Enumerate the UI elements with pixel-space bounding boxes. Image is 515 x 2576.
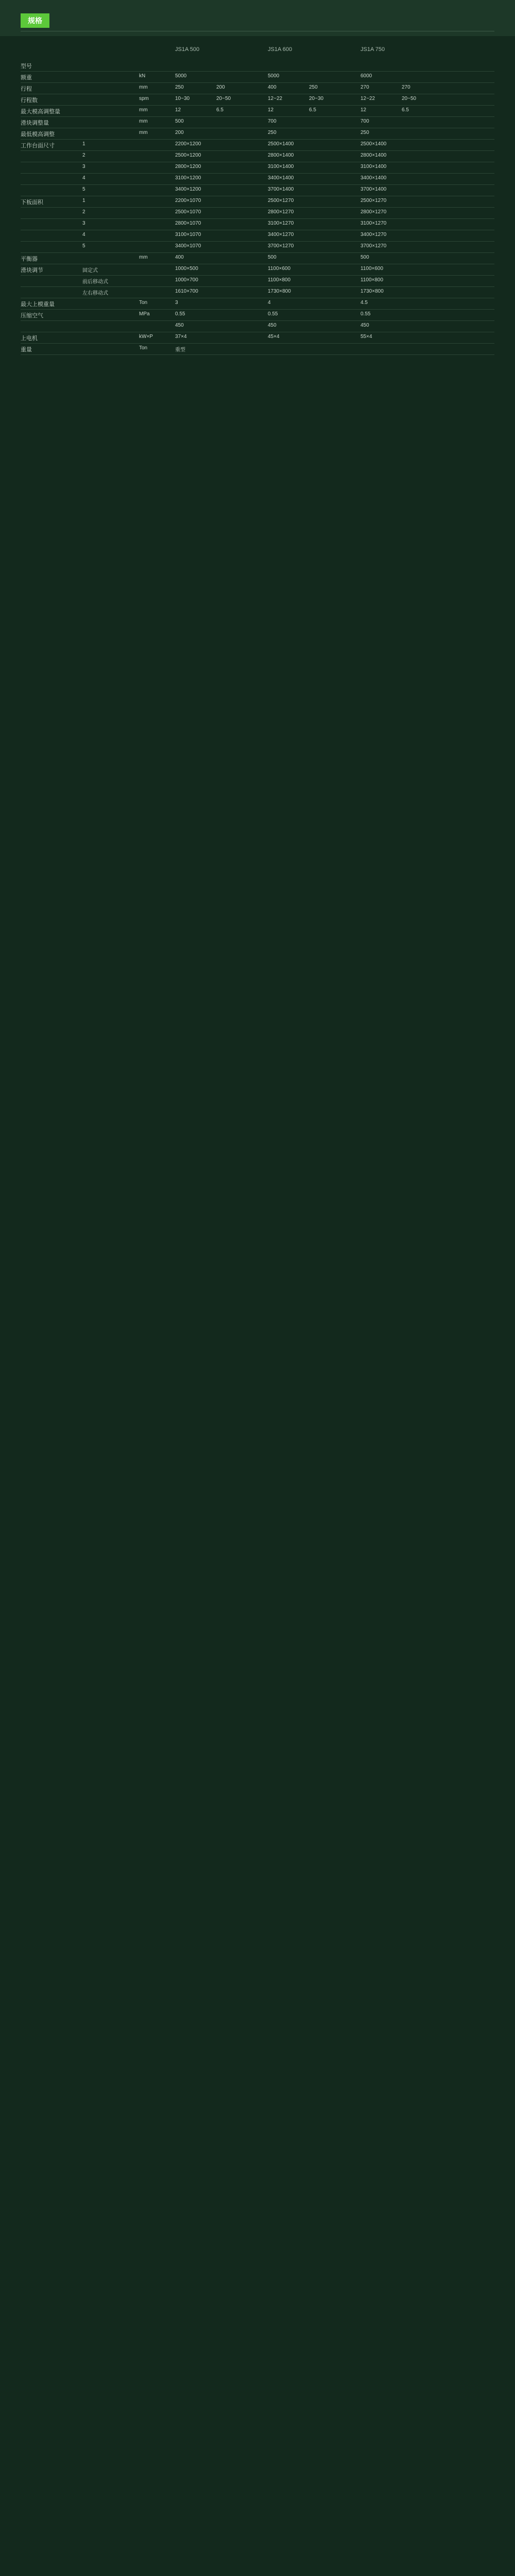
spec-cell: 55×4 xyxy=(360,334,372,340)
spec-cell: 2500×1070 xyxy=(175,209,201,215)
row-unit: kN xyxy=(139,73,146,79)
row-label: 最大上模重量 xyxy=(21,301,55,308)
spec-cell: 3 xyxy=(175,300,178,306)
spec-block xyxy=(21,46,494,357)
model-name: JS1A 750 xyxy=(360,46,385,53)
spec-cell: 2800×1400 xyxy=(360,152,387,158)
row-divider xyxy=(21,286,494,287)
spec-cell: 2500×1270 xyxy=(268,198,294,204)
row-label: 压缩空气 xyxy=(21,313,43,319)
spec-cell: 2800×1270 xyxy=(268,209,294,215)
row-label: 平衡器 xyxy=(21,256,38,262)
spec-cell: 12 xyxy=(268,107,274,113)
row-divider xyxy=(21,309,494,310)
row-unit: mm xyxy=(139,107,148,113)
row-label: 工作台面尺寸 xyxy=(21,143,55,149)
row-label: 重量 xyxy=(21,347,32,353)
spec-cell: 1000×700 xyxy=(175,277,198,283)
row-unit: kW×P xyxy=(139,334,153,340)
spec-cell: 20~50 xyxy=(216,96,231,101)
spec-cell: 4.5 xyxy=(360,300,368,306)
spec-cell: 3700×1400 xyxy=(268,187,294,192)
spec-cell: 3400×1070 xyxy=(175,243,201,249)
spec-cell: 3100×1070 xyxy=(175,232,201,238)
spec-cell: 20~50 xyxy=(402,96,417,101)
spec-cell: 700 xyxy=(268,118,277,124)
spec-cell: 2500×1400 xyxy=(268,141,294,147)
row-divider xyxy=(21,252,494,253)
spec-cell: 1730×800 xyxy=(268,289,291,294)
row-divider xyxy=(21,71,494,72)
spec-cell: 6.5 xyxy=(216,107,224,113)
row-divider xyxy=(21,173,494,174)
spec-cell: 4 xyxy=(268,300,271,306)
spec-cell: 1100×600 xyxy=(360,266,384,272)
row-sublabel: 固定式 xyxy=(82,268,98,274)
spec-cell: 2800×1400 xyxy=(268,152,294,158)
row-sublabel: 3 xyxy=(82,164,85,170)
row-unit: MPa xyxy=(139,311,150,317)
row-sublabel: 5 xyxy=(82,187,85,192)
spec-cell: 3400×1400 xyxy=(360,175,387,181)
spec-cell: 45×4 xyxy=(268,334,280,340)
spec-cell: 1000×500 xyxy=(175,266,198,272)
spec-cell: 3700×1400 xyxy=(360,187,387,192)
row-divider xyxy=(21,354,494,355)
spec-cell: 3400×1400 xyxy=(268,175,294,181)
row-unit: mm xyxy=(139,130,148,135)
spec-cell: 20~30 xyxy=(309,96,324,101)
row-sublabel: 2 xyxy=(82,152,85,158)
row-unit: spm xyxy=(139,96,149,101)
spec-cell: 250 xyxy=(268,130,277,135)
spec-cell: 500 xyxy=(175,118,184,124)
row-divider xyxy=(21,218,494,219)
spec-cell: 2800×1070 xyxy=(175,221,201,226)
spec-cell: 3100×1400 xyxy=(268,164,294,170)
row-divider xyxy=(21,105,494,106)
row-divider xyxy=(21,275,494,276)
spec-cell: 1100×800 xyxy=(268,277,291,283)
row-divider xyxy=(21,320,494,321)
row-sublabel: 1 xyxy=(82,141,85,147)
spec-cell: 250 xyxy=(309,84,318,90)
model-name: JS1A 500 xyxy=(175,46,200,53)
model-name: JS1A 600 xyxy=(268,46,293,53)
spec-cell: 2500×1200 xyxy=(175,152,201,158)
row-divider xyxy=(21,184,494,185)
row-unit: mm xyxy=(139,255,148,260)
row-unit: mm xyxy=(139,84,148,90)
spec-cell: 2200×1200 xyxy=(175,141,201,147)
spec-cell: 6000 xyxy=(360,73,372,79)
spec-cell: 400 xyxy=(268,84,277,90)
row-divider xyxy=(21,150,494,151)
spec-cell: 200 xyxy=(175,130,184,135)
spec-cell: 500 xyxy=(360,255,369,260)
row-sublabel: 2 xyxy=(82,209,85,215)
spec-cell: 2200×1070 xyxy=(175,198,201,204)
spec-cell: 37×4 xyxy=(175,334,187,340)
spec-cell: 0.55 xyxy=(268,311,278,317)
row-label: 行程数 xyxy=(21,97,38,104)
spec-cell: 5000 xyxy=(175,73,187,79)
spec-cell: 1730×800 xyxy=(360,289,384,294)
spec-cell: 250 xyxy=(175,84,184,90)
row-label: 上电机 xyxy=(21,335,38,342)
spec-cell: 270 xyxy=(402,84,410,90)
spec-cell: 0.55 xyxy=(360,311,371,317)
row-label: 滑块调节 xyxy=(21,267,43,274)
row-sublabel: 3 xyxy=(82,221,85,226)
row-divider xyxy=(21,207,494,208)
spec-cell: 6.5 xyxy=(309,107,316,113)
spec-cell: 450 xyxy=(268,323,277,328)
spec-cell: 1100×600 xyxy=(268,266,291,272)
spec-cell: 450 xyxy=(175,323,184,328)
spec-cell: 3400×1270 xyxy=(268,232,294,238)
spec-cell: 1100×800 xyxy=(360,277,384,283)
spec-cell: 250 xyxy=(360,130,369,135)
spec-cell: 0.55 xyxy=(175,311,185,317)
spec-cell: 400 xyxy=(175,255,184,260)
spec-cell: 200 xyxy=(216,84,225,90)
row-label: 最大模高调整量 xyxy=(21,109,60,115)
row-sublabel: 左右移动式 xyxy=(82,291,108,296)
spec-cell: 12 xyxy=(175,107,181,113)
row-divider xyxy=(21,116,494,117)
spec-cell: 3100×1200 xyxy=(175,175,201,181)
row-divider xyxy=(21,82,494,83)
spec-cell: 2500×1270 xyxy=(360,198,387,204)
row-label: 额重 xyxy=(21,75,32,81)
row-label: 行程 xyxy=(21,86,32,92)
spec-cell: 270 xyxy=(360,84,369,90)
spec-cell: 2500×1400 xyxy=(360,141,387,147)
spec-cell: 2800×1270 xyxy=(360,209,387,215)
row-label: 最低模高调整 xyxy=(21,131,55,138)
spec-cell: 1610×700 xyxy=(175,289,198,294)
page-title: 规格 xyxy=(21,13,49,28)
spec-cell: 12~22 xyxy=(360,96,375,101)
row-unit: mm xyxy=(139,118,148,124)
spec-cell: 3100×1400 xyxy=(360,164,387,170)
spec-cell: 3100×1270 xyxy=(268,221,294,226)
spec-cell: 5000 xyxy=(268,73,280,79)
row-sublabel: 5 xyxy=(82,243,85,249)
row-sublabel: 1 xyxy=(82,198,85,204)
page-header xyxy=(0,0,515,36)
spec-cell: 6.5 xyxy=(402,107,409,113)
row-unit: Ton xyxy=(139,300,148,306)
spec-cell: 3100×1270 xyxy=(360,221,387,226)
row-sublabel: 4 xyxy=(82,175,85,181)
spec-cell: 3400×1200 xyxy=(175,187,201,192)
spec-cell: 12~22 xyxy=(268,96,283,101)
row-label: 型号 xyxy=(21,63,32,70)
spec-cell: 10~30 xyxy=(175,96,190,101)
spec-cell: 3700×1270 xyxy=(360,243,387,249)
row-sublabel: 前后移动式 xyxy=(82,279,108,285)
spec-cell: 3700×1270 xyxy=(268,243,294,249)
spec-cell: 700 xyxy=(360,118,369,124)
spec-cell: 12 xyxy=(360,107,367,113)
row-unit: Ton xyxy=(139,345,148,351)
row-label: 滑块调整量 xyxy=(21,120,49,126)
row-divider xyxy=(21,343,494,344)
spec-cell: 2800×1200 xyxy=(175,164,201,170)
spec-cell: 3400×1270 xyxy=(360,232,387,238)
row-divider xyxy=(21,139,494,140)
row-sublabel: 4 xyxy=(82,232,85,238)
spec-cell: 重型 xyxy=(175,347,185,353)
spec-cell: 450 xyxy=(360,323,369,328)
row-divider xyxy=(21,241,494,242)
row-label: 下板面积 xyxy=(21,199,43,206)
spec-cell: 500 xyxy=(268,255,277,260)
